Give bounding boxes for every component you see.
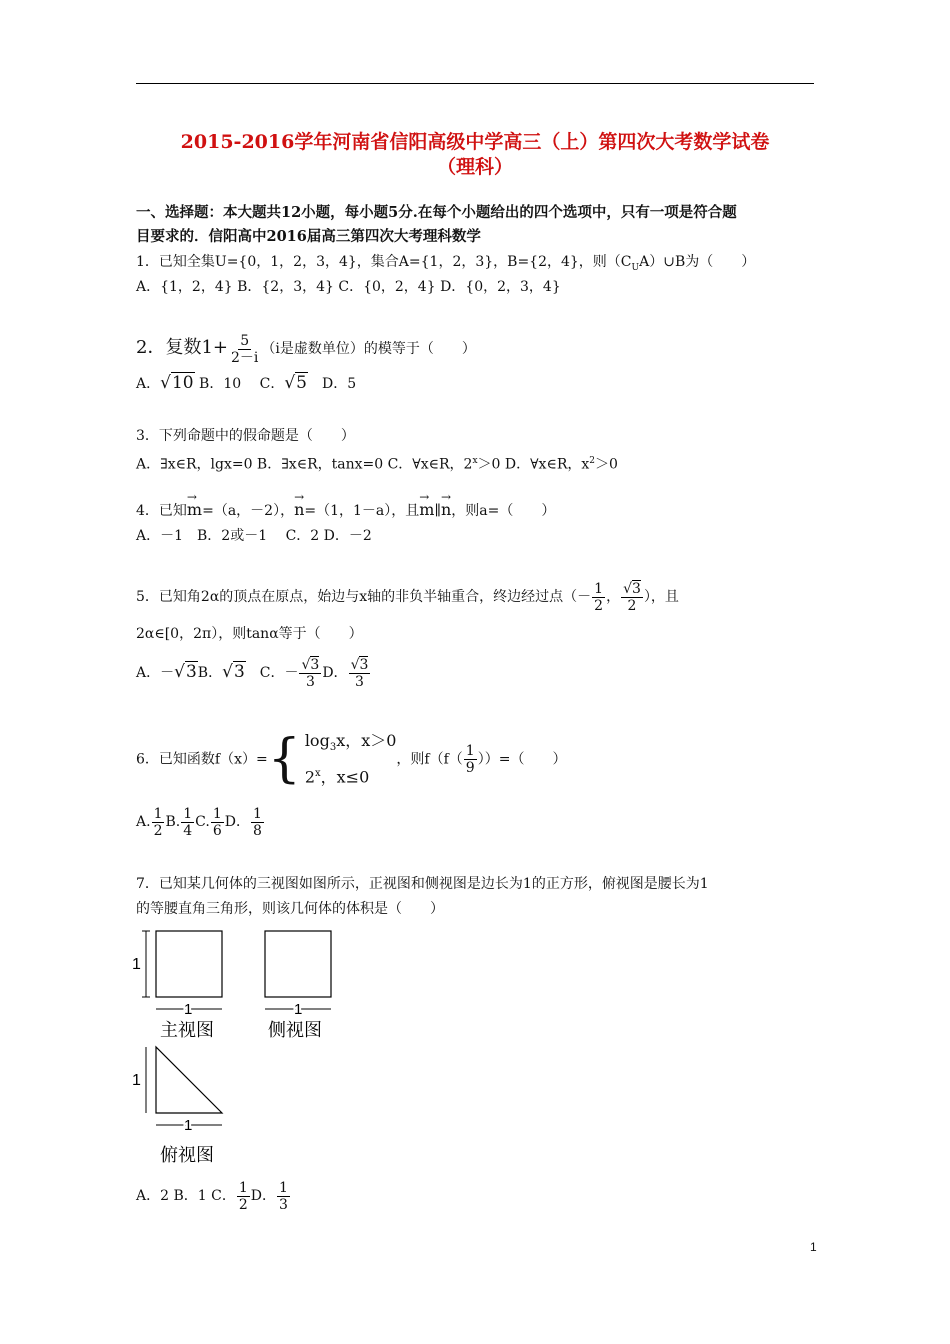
q2-opt-d: D．5 bbox=[308, 376, 357, 392]
front-width-label: 1 bbox=[184, 1001, 193, 1018]
q6-frac bbox=[464, 743, 477, 776]
q6-case2-tail: ，x≤0 bbox=[320, 767, 370, 787]
q2-rad5: 5 bbox=[296, 373, 307, 393]
q7-oc-frac bbox=[237, 1180, 250, 1213]
q1-stem-tail: A）∪B为（ ） bbox=[639, 254, 756, 270]
q1-sub: U bbox=[631, 262, 640, 273]
q5-frac-half bbox=[592, 581, 605, 614]
q5-f1d: 2 bbox=[594, 597, 604, 614]
front-view-label: 主视图 bbox=[160, 1020, 214, 1040]
q3-opt-a: A．∃x∈R，lgx=0 B．∃x∈R，tanx=0 C．∀x∈R，2 bbox=[136, 456, 473, 473]
q3-sup-2: 2 bbox=[589, 456, 595, 466]
q3-stem: 3．下列命题中的假命题是（ ） bbox=[136, 428, 355, 444]
q6-case2 bbox=[305, 761, 397, 790]
q6-ob-n: 1 bbox=[183, 805, 193, 822]
side-width-label: 1 bbox=[294, 1001, 303, 1018]
q3-sup-x: x bbox=[472, 456, 478, 466]
q4-p3: =（1，1－a），且 bbox=[304, 503, 420, 519]
q5-oc-d: 3 bbox=[305, 673, 315, 690]
vector-n: → n bbox=[294, 500, 304, 520]
q5-oc-frac: $\frac{√3}{3}$ bbox=[301, 656, 320, 690]
q7-od-n: 1 bbox=[278, 1179, 288, 1196]
q5-f2rad: 3 bbox=[632, 580, 641, 597]
q6-case1-sub: 3 bbox=[329, 742, 337, 754]
q7-line1: 7．已知某几何体的三视图如图所示，正视图和侧视图是边长为1的正方形，俯视图是腰长为1 bbox=[136, 876, 709, 892]
front-height-label: 1 bbox=[132, 956, 141, 973]
q6-case1-tail: x，x＞0 bbox=[336, 731, 397, 750]
front-view-square bbox=[156, 931, 222, 997]
q2-sqrt10: √10 bbox=[160, 373, 194, 393]
q6-case2-sup: x bbox=[315, 768, 321, 780]
q6-p1: 6．已知函数f（x）= bbox=[136, 751, 268, 768]
q2-fraction bbox=[229, 333, 260, 366]
top-view-triangle bbox=[156, 1047, 222, 1113]
side-view-square bbox=[265, 931, 331, 997]
q5-ob-rad: 3 bbox=[233, 662, 245, 682]
q4-parallel: ∥ bbox=[434, 503, 441, 519]
q5-comma: ， bbox=[606, 589, 621, 605]
q5-line2: 2α∈[0，2π），则tanα等于（ ） bbox=[136, 626, 363, 642]
q5-options bbox=[136, 650, 371, 695]
q6-case1-log: log bbox=[304, 731, 330, 750]
q7-od: D． bbox=[250, 1188, 276, 1204]
q6-oc: C. bbox=[195, 814, 210, 830]
q4-p2: =（a，－2）， bbox=[202, 503, 295, 519]
q3-options bbox=[136, 451, 618, 475]
q6-case1 bbox=[305, 728, 397, 761]
top-width-label: 1 bbox=[184, 1117, 193, 1134]
q5-od-frac: $\frac{√3}{3}$ bbox=[350, 656, 369, 690]
q5-frac-root3: $\frac{√3}{2}$ bbox=[623, 580, 641, 614]
q5-od-d: 3 bbox=[355, 673, 364, 690]
q6-fn: 1 bbox=[465, 742, 475, 759]
q5-oa-sqrt: √3 bbox=[174, 662, 197, 682]
q5-p2: ），且 bbox=[643, 589, 679, 605]
q6-oa: A. bbox=[136, 814, 151, 830]
top-view-label: 俯视图 bbox=[160, 1145, 214, 1165]
q6-oc-frac bbox=[211, 806, 224, 839]
q2-opt-b: B．10 C． bbox=[194, 376, 285, 392]
exam-title: 2015-2016学年河南省信阳高级中学高三（上）第四次大考数学试卷 bbox=[180, 131, 770, 153]
section-heading-line2: 目要求的．信阳高中2016届高三第四次大考理科数学 bbox=[136, 228, 481, 245]
q6-cases bbox=[305, 728, 397, 791]
q2-frac-den: 2－i bbox=[231, 349, 259, 366]
q2-stem bbox=[136, 325, 476, 372]
q6-fd: 9 bbox=[465, 759, 475, 776]
q4-options: A．－1 B．2或－1 C．2 D．－2 bbox=[136, 528, 372, 544]
q3-opt-c: ＞0 bbox=[595, 456, 618, 473]
q2-prefix: 2．复数1+ bbox=[136, 337, 228, 358]
q5-od: D． bbox=[322, 665, 348, 681]
q7-options bbox=[136, 1176, 291, 1216]
q5-ob-sqrt: √3 bbox=[222, 662, 245, 682]
q1-options: A．{1，2，4} B．{2，3，4} C．{0，2，4} D．{0，2，3，4} bbox=[136, 279, 561, 295]
q5-oa: A．－ bbox=[136, 665, 175, 681]
q7-oc-n: 1 bbox=[238, 1179, 248, 1196]
q5-f1n: 1 bbox=[594, 580, 604, 597]
q6-od-frac bbox=[251, 806, 264, 839]
q6-ob-frac bbox=[181, 806, 194, 839]
q2-suffix: （i是虚数单位）的模等于（ ） bbox=[261, 341, 476, 357]
q6-oa-d: 2 bbox=[153, 822, 163, 839]
q2-opt-a: A． bbox=[136, 376, 161, 392]
q6-ob: B. bbox=[165, 814, 181, 830]
q2-rad10: 10 bbox=[171, 373, 194, 393]
vector-n-2: → n bbox=[441, 500, 451, 520]
q2-options bbox=[136, 373, 356, 394]
exam-subtitle: （理科） bbox=[436, 156, 513, 178]
q6-piecewise bbox=[268, 728, 397, 791]
q7-oc-d: 2 bbox=[238, 1196, 248, 1213]
three-view-figure bbox=[130, 925, 350, 1175]
q5-ob: B． bbox=[197, 665, 223, 681]
q7-od-frac bbox=[277, 1180, 290, 1213]
side-view-label: 侧视图 bbox=[268, 1020, 322, 1040]
q7-oa: A．2 B．1 C． bbox=[136, 1188, 236, 1204]
q6-brace: { bbox=[267, 729, 301, 790]
q6-oa-frac bbox=[152, 806, 165, 839]
q6-options bbox=[136, 802, 265, 842]
q1-stem-text: 1．已知全集U={0，1，2，3，4}，集合A={1，2，3}，B={2，4}，则（C bbox=[136, 254, 632, 270]
q6-p3: ））=（ ） bbox=[477, 751, 567, 768]
q2-frac-num: 5 bbox=[240, 332, 250, 349]
q5-f2d: 2 bbox=[627, 597, 637, 614]
vector-m: → m bbox=[187, 500, 202, 520]
top-height-label: 1 bbox=[132, 1072, 141, 1089]
q4-stem bbox=[136, 500, 555, 521]
q3-opt-b: ＞0 D．∀x∈R，x bbox=[477, 456, 590, 473]
q4-p1: 4．已知 bbox=[136, 503, 187, 519]
q6-ob-d: 4 bbox=[183, 822, 193, 839]
q5-oc-rad: 3 bbox=[310, 656, 320, 673]
q6-stem bbox=[136, 728, 566, 791]
header-rule bbox=[136, 83, 814, 84]
q6-od-d: 8 bbox=[252, 822, 262, 839]
q6-oa-n: 1 bbox=[153, 805, 163, 822]
q7-od-d: 3 bbox=[278, 1196, 288, 1213]
section-heading-line1: 一、选择题：本大题共12小题，每小题5分.在每个小题给出的四个选项中，只有一项是符合题 bbox=[136, 204, 737, 221]
vector-m-2: → m bbox=[419, 500, 434, 520]
q5-od-rad: 3 bbox=[359, 656, 369, 673]
q7-line2: 的等腰直角三角形，则该几何体的体积是（ ） bbox=[136, 901, 444, 917]
q6-od: D． bbox=[224, 814, 250, 830]
q5-p1: 5．已知角2α的顶点在原点，始边与x轴的非负半轴重合，终边经过点（－ bbox=[136, 589, 592, 605]
q1-stem bbox=[136, 252, 755, 278]
q5-stem bbox=[136, 575, 679, 619]
q6-oc-n: 1 bbox=[212, 805, 222, 822]
q5-oc: C．－ bbox=[245, 665, 299, 681]
q5-oa-rad: 3 bbox=[185, 662, 197, 682]
q4-p5: ，则a=（ ） bbox=[451, 503, 556, 519]
q2-sqrt5: √5 bbox=[284, 373, 307, 393]
q6-case2-base: 2 bbox=[304, 767, 315, 787]
q6-p2: ，则f（f（ bbox=[396, 751, 463, 768]
q6-od-n: 1 bbox=[252, 805, 262, 822]
q6-oc-d: 6 bbox=[212, 822, 222, 839]
page-number: 1 bbox=[810, 1240, 817, 1254]
